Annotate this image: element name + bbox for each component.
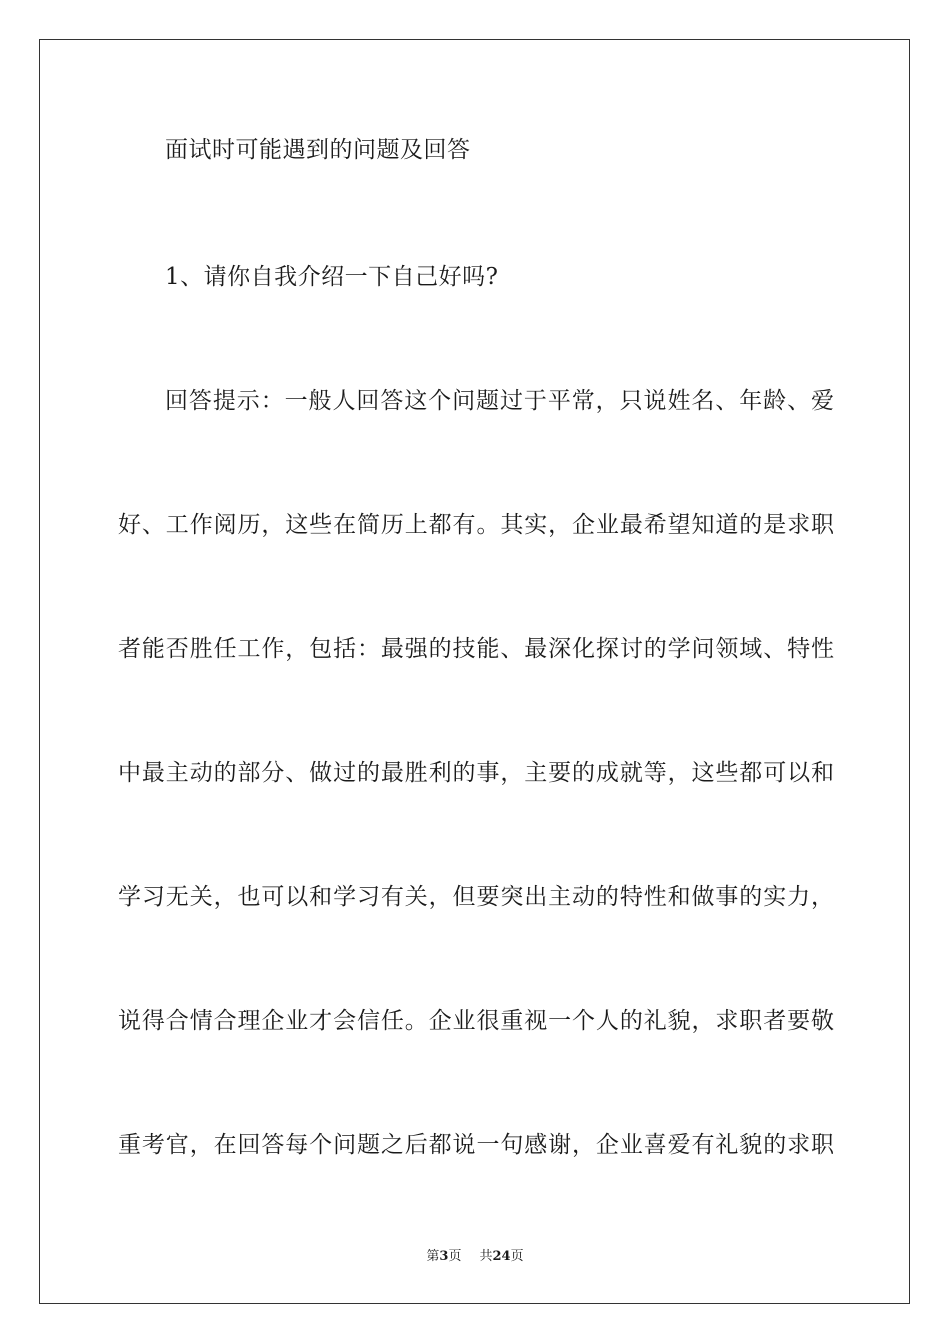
- page-suffix: 页: [448, 1249, 462, 1264]
- question-heading: 1、请你自我介绍一下自己好吗?: [165, 264, 499, 290]
- paragraph-line-1: 回答提示：一般人回答这个问题过于平常，只说姓名、年龄、爱: [165, 388, 834, 414]
- page-footer: [0, 1248, 950, 1266]
- page-prefix: 第: [426, 1249, 440, 1264]
- paragraph-line-7: 重考官，在回答每个问题之后都说一句感谢，企业喜爱有礼貌的求职: [118, 1132, 834, 1158]
- document-title: 面试时可能遇到的问题及回答: [165, 137, 471, 163]
- paragraph-line-5: 学习无关，也可以和学习有关，但要突出主动的特性和做事的实力，: [118, 884, 834, 910]
- total-suffix: 页: [510, 1249, 524, 1264]
- paragraph-line-6: 说得合情合理企业才会信任。企业很重视一个人的礼貌，求职者要敬: [118, 1008, 834, 1034]
- current-page-number: 3: [439, 1249, 449, 1264]
- page-border: [39, 39, 910, 1304]
- paragraph-line-4: 中最主动的部分、做过的最胜利的事，主要的成就等，这些都可以和: [118, 760, 834, 786]
- total-page-number: 24: [492, 1249, 511, 1264]
- total-prefix: 共: [479, 1249, 493, 1264]
- paragraph-line-2: 好、工作阅历，这些在简历上都有。其实，企业最希望知道的是求职: [118, 512, 834, 538]
- paragraph-line-3: 者能否胜任工作，包括：最强的技能、最深化探讨的学问领域、特性: [118, 636, 834, 662]
